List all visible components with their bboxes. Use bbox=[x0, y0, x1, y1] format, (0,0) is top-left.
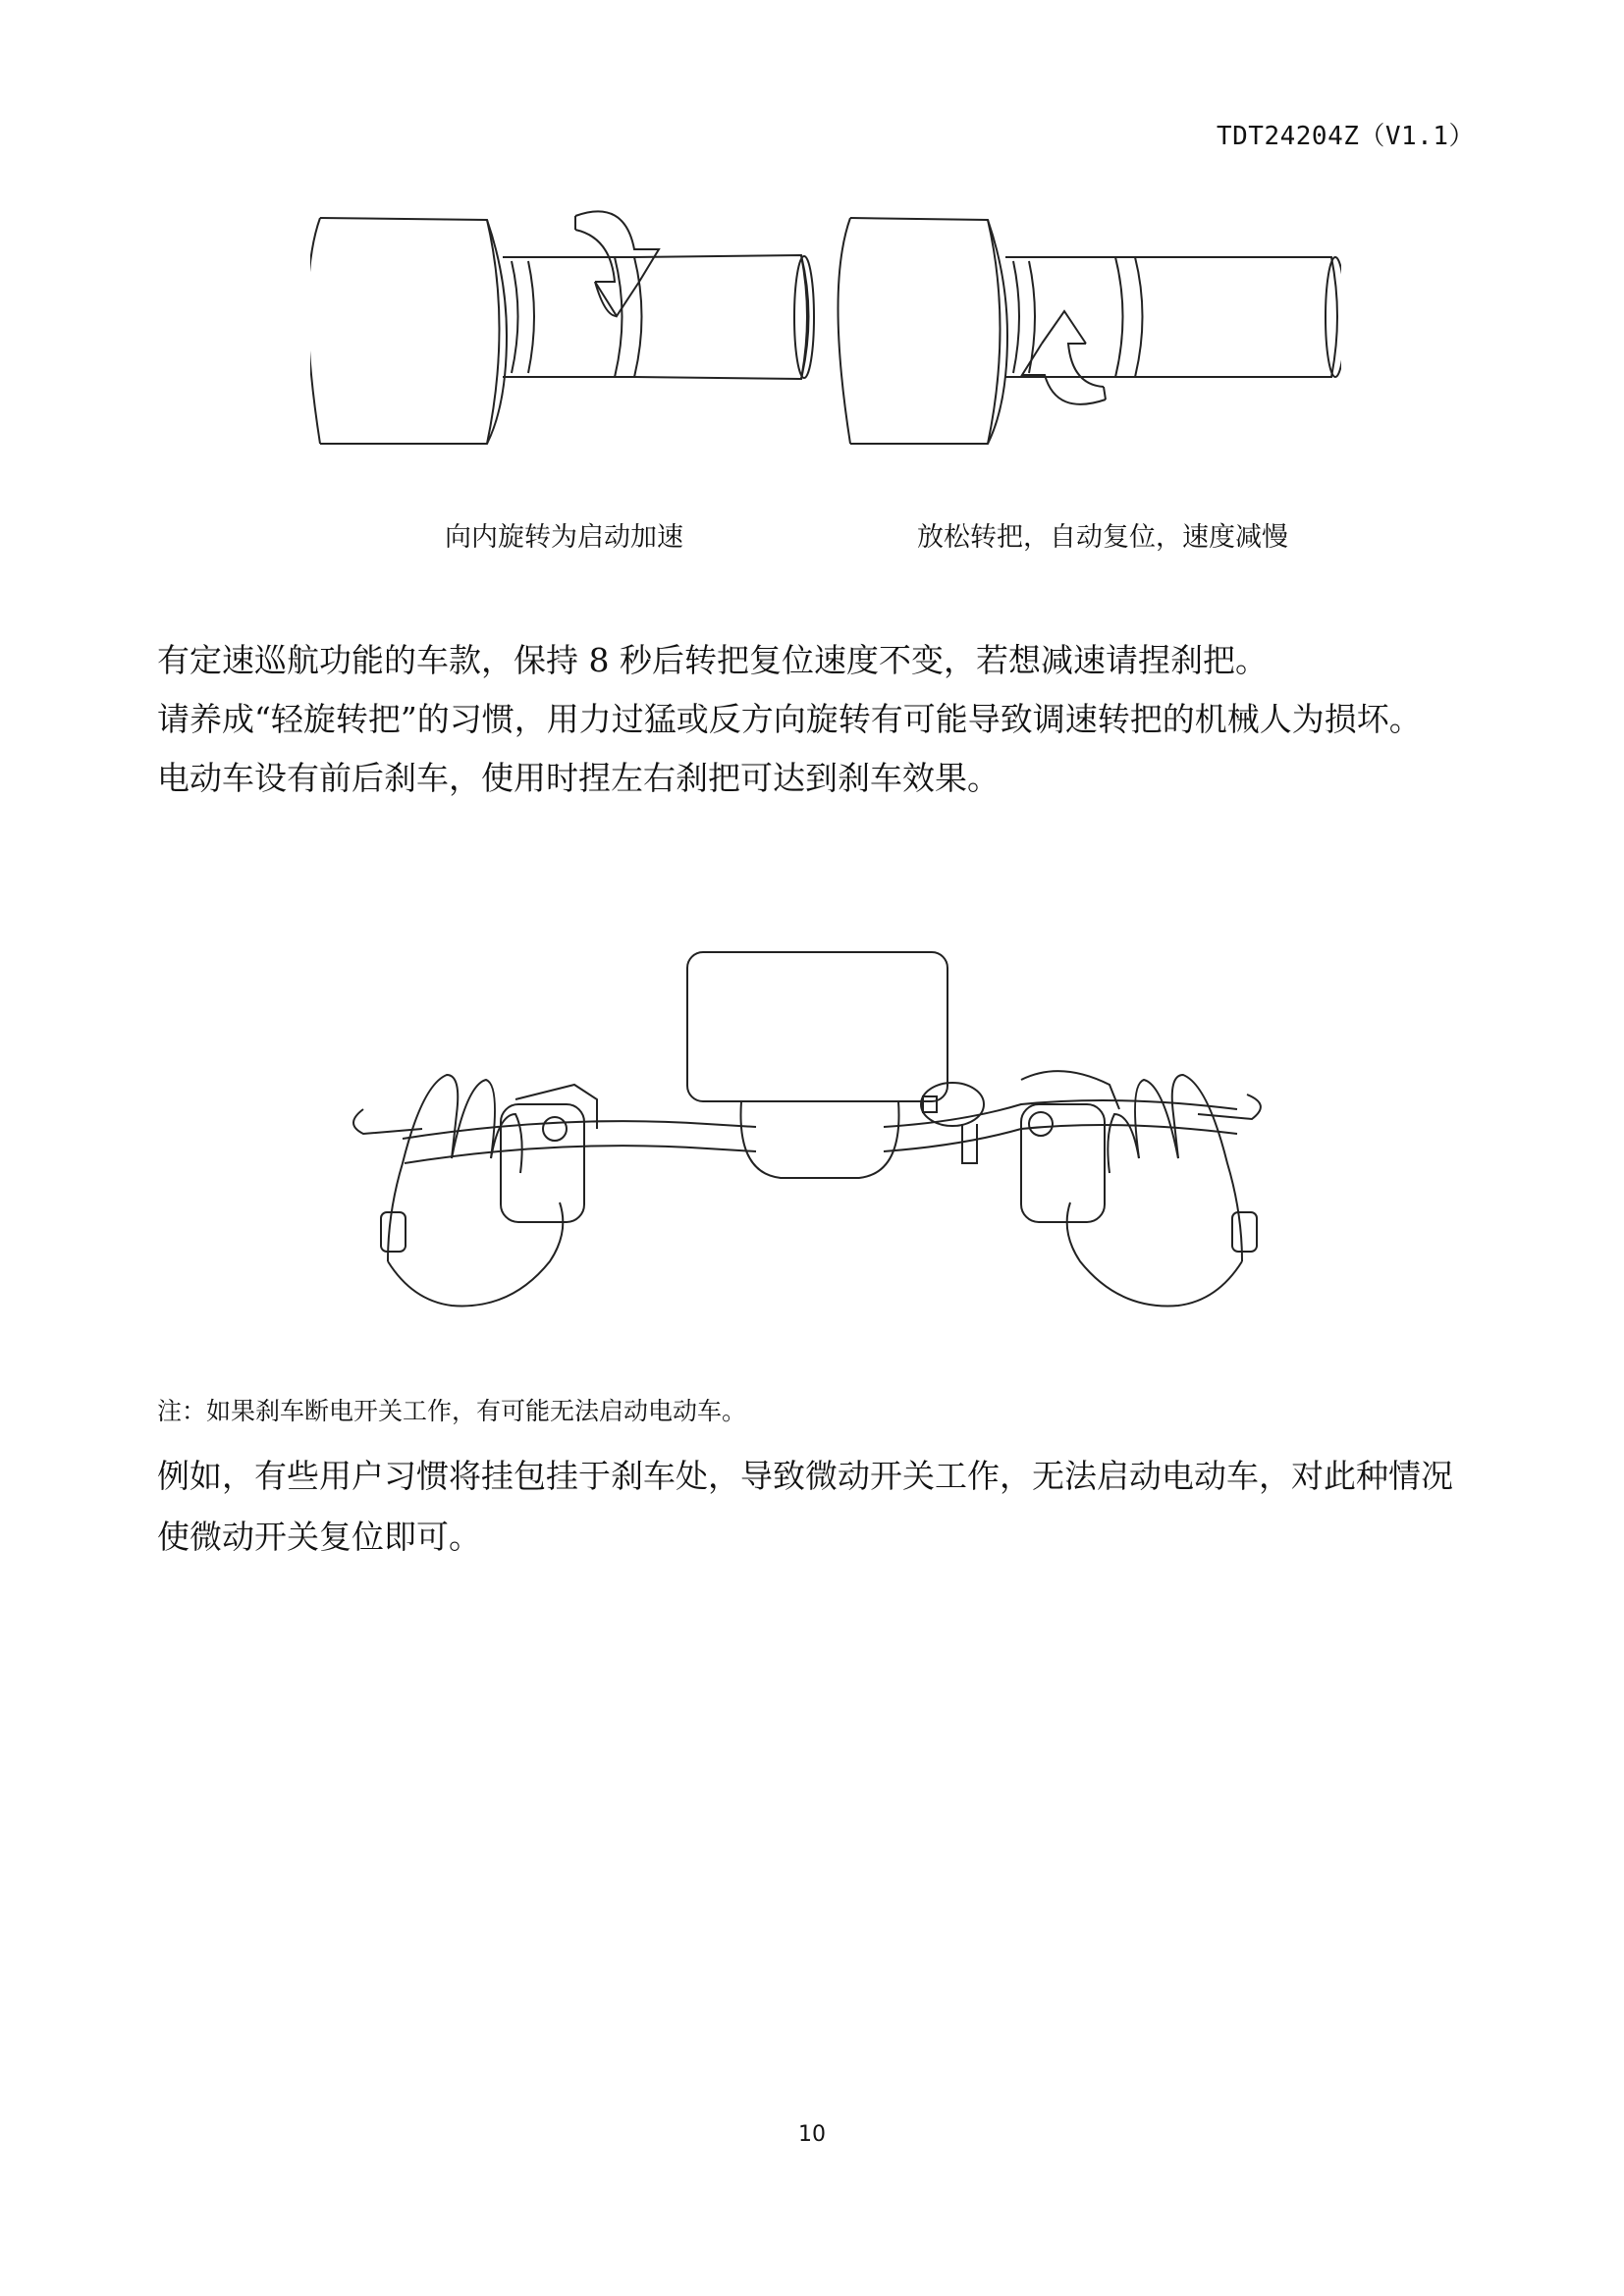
dashboard-display bbox=[687, 952, 947, 1101]
throttle-grip-figure bbox=[310, 159, 1341, 454]
left-hand-illustration bbox=[353, 1075, 597, 1306]
caption-rotate-accelerate: 向内旋转为启动加速 bbox=[445, 522, 683, 553]
document-code: TDT24204Z（V1.1） bbox=[1217, 122, 1475, 151]
caption-release-slowdown: 放松转把，自动复位，速度减慢 bbox=[917, 522, 1288, 553]
paragraph-line: 电动车设有前后刹车，使用时捏左右刹把可达到刹车效果。 bbox=[157, 759, 1000, 797]
paragraph-line: 例如，有些用户习惯将挂包挂于刹车处，导致微动开关工作，无法启动电动车，对此种情况 bbox=[157, 1457, 1453, 1495]
example-paragraph bbox=[157, 1446, 1492, 1568]
paragraph-line: 有定速巡航功能的车款，保持 8 秒后转把复位速度不变，若想减速请捏刹把。 bbox=[157, 641, 1268, 679]
grip-right-illustration bbox=[839, 218, 1342, 444]
paragraph-line: 使微动开关复位即可。 bbox=[157, 1518, 481, 1556]
handlebar-brake-figure bbox=[334, 918, 1296, 1350]
instruction-paragraph bbox=[157, 636, 1492, 803]
note-text: 注：如果刹车断电开关工作，有可能无法启动电动车。 bbox=[157, 1397, 747, 1425]
paragraph-line: 请养成“轻旋转把”的习惯，用力过猛或反方向旋转有可能导致调速转把的机械人为损坏。 bbox=[157, 700, 1422, 738]
page-number: 10 bbox=[798, 2122, 826, 2147]
grip-left-illustration bbox=[310, 211, 814, 444]
